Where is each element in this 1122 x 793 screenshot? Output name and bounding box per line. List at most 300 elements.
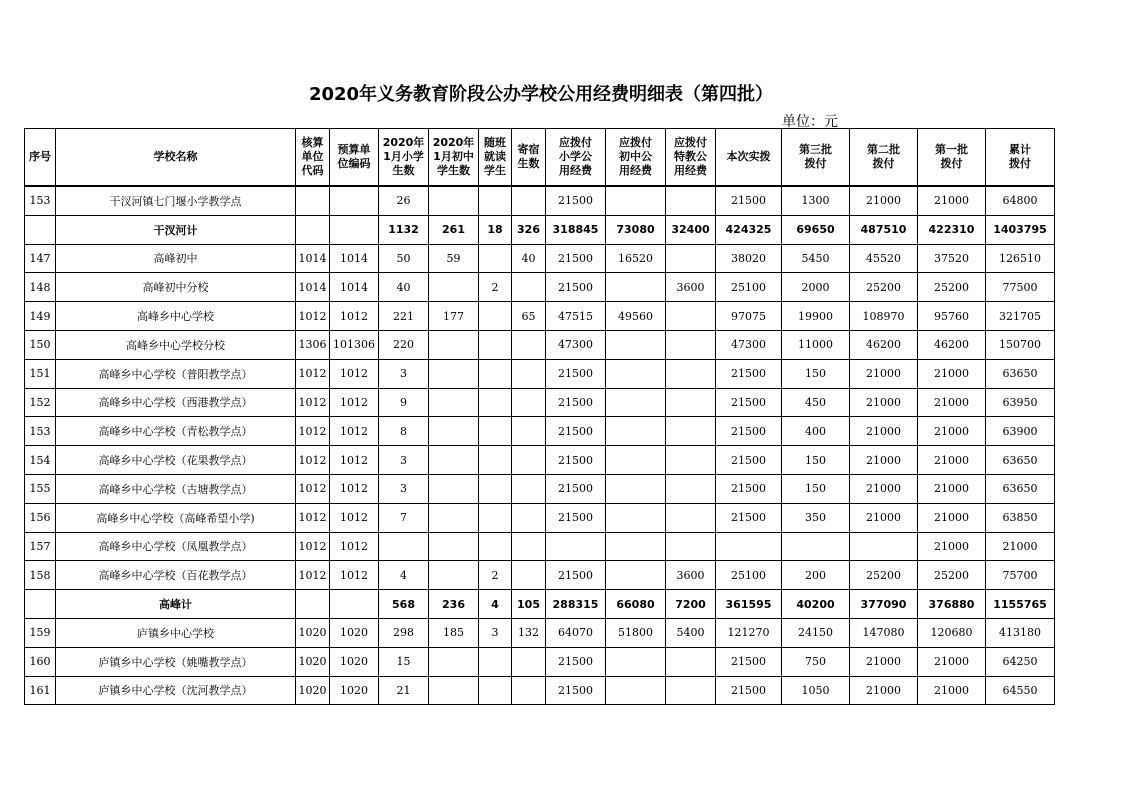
primary-funds-cell: 21500 xyxy=(546,561,606,590)
header-middle-students: 2020年 1月初中 学生数 xyxy=(429,129,479,186)
first-batch-cell: 21000 xyxy=(918,359,986,388)
middle-students-cell xyxy=(429,359,479,388)
page-title: 2020年义务教育阶段公办学校公用经费明细表（第四批） xyxy=(308,84,774,105)
second-batch-cell: 21000 xyxy=(850,676,918,705)
second-batch-cell: 25200 xyxy=(850,273,918,302)
current-allocation-cell: 21500 xyxy=(716,417,782,446)
table-row xyxy=(25,532,1055,561)
inclusion-students-cell xyxy=(479,302,512,331)
middle-students-cell: 185 xyxy=(429,618,479,647)
primary-students-cell: 4 xyxy=(379,561,429,590)
middle-funds-cell xyxy=(606,359,666,388)
cumulative-cell: 77500 xyxy=(986,273,1055,302)
third-batch-cell: 400 xyxy=(782,417,850,446)
cumulative-cell: 1155765 xyxy=(986,590,1055,619)
special-funds-cell: 3600 xyxy=(666,561,716,590)
table-row xyxy=(25,417,1055,446)
seq-cell: 158 xyxy=(25,561,56,590)
school-name-cell: 高峰乡中心学校（普阳教学点） xyxy=(56,359,296,388)
header-first-batch: 第一批 拨付 xyxy=(918,129,986,186)
middle-funds-cell: 49560 xyxy=(606,302,666,331)
budget-code-cell: 1012 xyxy=(330,388,379,417)
middle-students-cell: 59 xyxy=(429,244,479,273)
first-batch-cell: 25200 xyxy=(918,273,986,302)
budget-code-cell: 1012 xyxy=(330,503,379,532)
seq-cell xyxy=(25,215,56,244)
current-allocation-cell: 97075 xyxy=(716,302,782,331)
inclusion-students-cell xyxy=(479,244,512,273)
boarding-students-cell xyxy=(512,446,546,475)
special-funds-cell xyxy=(666,446,716,475)
primary-funds-cell: 21500 xyxy=(546,359,606,388)
third-batch-cell: 24150 xyxy=(782,618,850,647)
primary-funds-cell: 47300 xyxy=(546,330,606,359)
special-funds-cell xyxy=(666,647,716,676)
unit-label: 单位：元 xyxy=(782,114,838,130)
table-row xyxy=(25,273,1055,302)
primary-students-cell: 3 xyxy=(379,474,429,503)
seq-cell: 147 xyxy=(25,244,56,273)
inclusion-students-cell xyxy=(479,676,512,705)
middle-students-cell xyxy=(429,532,479,561)
inclusion-students-cell: 4 xyxy=(479,590,512,619)
seq-cell: 152 xyxy=(25,388,56,417)
special-funds-cell: 5400 xyxy=(666,618,716,647)
school-name-cell: 高峰乡中心学校分校 xyxy=(56,330,296,359)
current-allocation-cell: 361595 xyxy=(716,590,782,619)
accounting-code-cell xyxy=(296,187,330,216)
special-funds-cell xyxy=(666,676,716,705)
boarding-students-cell: 326 xyxy=(512,215,546,244)
school-name-cell: 高峰乡中心学校（凤凰教学点） xyxy=(56,532,296,561)
current-allocation-cell: 21500 xyxy=(716,474,782,503)
current-allocation-cell: 21500 xyxy=(716,187,782,216)
boarding-students-cell: 132 xyxy=(512,618,546,647)
seq-cell: 160 xyxy=(25,647,56,676)
current-allocation-cell: 21500 xyxy=(716,359,782,388)
inclusion-students-cell xyxy=(479,532,512,561)
accounting-code-cell: 1012 xyxy=(296,417,330,446)
first-batch-cell: 422310 xyxy=(918,215,986,244)
middle-funds-cell: 66080 xyxy=(606,590,666,619)
table-row xyxy=(25,446,1055,475)
budget-code-cell: 1012 xyxy=(330,532,379,561)
budget-code-cell: 1012 xyxy=(330,474,379,503)
first-batch-cell: 120680 xyxy=(918,618,986,647)
header-budget-code: 预算单 位编码 xyxy=(330,129,379,186)
budget-code-cell xyxy=(330,590,379,619)
primary-funds-cell xyxy=(546,532,606,561)
first-batch-cell: 46200 xyxy=(918,330,986,359)
school-name-cell: 高峰乡中心学校（花果教学点） xyxy=(56,446,296,475)
middle-funds-cell xyxy=(606,532,666,561)
current-allocation-cell xyxy=(716,532,782,561)
third-batch-cell: 200 xyxy=(782,561,850,590)
inclusion-students-cell xyxy=(479,330,512,359)
third-batch-cell: 1050 xyxy=(782,676,850,705)
school-name-cell: 高峰乡中心学校（高峰希望小学) xyxy=(56,503,296,532)
boarding-students-cell xyxy=(512,273,546,302)
budget-code-cell: 1012 xyxy=(330,417,379,446)
special-funds-cell: 32400 xyxy=(666,215,716,244)
third-batch-cell: 1300 xyxy=(782,187,850,216)
middle-funds-cell xyxy=(606,273,666,302)
special-funds-cell: 3600 xyxy=(666,273,716,302)
third-batch-cell: 69650 xyxy=(782,215,850,244)
primary-funds-cell: 318845 xyxy=(546,215,606,244)
header-special-funds: 应拨付 特教公 用经费 xyxy=(666,129,716,186)
inclusion-students-cell: 2 xyxy=(479,561,512,590)
school-name-cell: 高峰乡中心学校（青松教学点） xyxy=(56,417,296,446)
inclusion-students-cell xyxy=(479,388,512,417)
accounting-code-cell: 1014 xyxy=(296,244,330,273)
budget-code-cell: 1014 xyxy=(330,273,379,302)
first-batch-cell: 95760 xyxy=(918,302,986,331)
header-accounting-code: 核算 单位 代码 xyxy=(296,129,330,186)
budget-code-cell: 1020 xyxy=(330,676,379,705)
primary-students-cell: 3 xyxy=(379,359,429,388)
third-batch-cell xyxy=(782,532,850,561)
inclusion-students-cell: 2 xyxy=(479,273,512,302)
cumulative-cell: 126510 xyxy=(986,244,1055,273)
primary-students-cell: 568 xyxy=(379,590,429,619)
current-allocation-cell: 21500 xyxy=(716,388,782,417)
middle-funds-cell: 73080 xyxy=(606,215,666,244)
second-batch-cell: 147080 xyxy=(850,618,918,647)
school-name-cell: 高峰乡中心学校 xyxy=(56,302,296,331)
table-row xyxy=(25,503,1055,532)
middle-students-cell xyxy=(429,676,479,705)
cumulative-cell: 63650 xyxy=(986,474,1055,503)
primary-funds-cell: 21500 xyxy=(546,417,606,446)
first-batch-cell: 21000 xyxy=(918,503,986,532)
primary-funds-cell: 21500 xyxy=(546,388,606,417)
primary-funds-cell: 21500 xyxy=(546,187,606,216)
seq-cell: 159 xyxy=(25,618,56,647)
cumulative-cell: 75700 xyxy=(986,561,1055,590)
accounting-code-cell: 1012 xyxy=(296,474,330,503)
current-allocation-cell: 21500 xyxy=(716,446,782,475)
primary-funds-cell: 21500 xyxy=(546,503,606,532)
subtotal-row xyxy=(25,215,1055,244)
header-boarding-students: 寄宿 生数 xyxy=(512,129,546,186)
cumulative-cell: 63850 xyxy=(986,503,1055,532)
current-allocation-cell: 121270 xyxy=(716,618,782,647)
header-school-name: 学校名称 xyxy=(56,129,296,186)
accounting-code-cell: 1012 xyxy=(296,446,330,475)
seq-cell: 148 xyxy=(25,273,56,302)
current-allocation-cell: 21500 xyxy=(716,503,782,532)
middle-funds-cell xyxy=(606,388,666,417)
second-batch-cell: 21000 xyxy=(850,474,918,503)
budget-code-cell: 1012 xyxy=(330,302,379,331)
second-batch-cell: 21000 xyxy=(850,446,918,475)
accounting-code-cell: 1020 xyxy=(296,676,330,705)
accounting-code-cell: 1306 xyxy=(296,330,330,359)
special-funds-cell xyxy=(666,330,716,359)
primary-funds-cell: 288315 xyxy=(546,590,606,619)
second-batch-cell xyxy=(850,532,918,561)
second-batch-cell: 21000 xyxy=(850,187,918,216)
inclusion-students-cell xyxy=(479,187,512,216)
table-row xyxy=(25,244,1055,273)
table-row xyxy=(25,561,1055,590)
third-batch-cell: 350 xyxy=(782,503,850,532)
inclusion-students-cell xyxy=(479,647,512,676)
budget-code-cell xyxy=(330,215,379,244)
third-batch-cell: 11000 xyxy=(782,330,850,359)
accounting-code-cell: 1012 xyxy=(296,302,330,331)
first-batch-cell: 21000 xyxy=(918,446,986,475)
current-allocation-cell: 21500 xyxy=(716,676,782,705)
third-batch-cell: 450 xyxy=(782,388,850,417)
inclusion-students-cell: 18 xyxy=(479,215,512,244)
special-funds-cell: 7200 xyxy=(666,590,716,619)
funding-table xyxy=(24,128,1055,705)
inclusion-students-cell xyxy=(479,503,512,532)
table-row xyxy=(25,359,1055,388)
header-row xyxy=(25,129,1055,186)
inclusion-students-cell xyxy=(479,446,512,475)
boarding-students-cell xyxy=(512,187,546,216)
boarding-students-cell xyxy=(512,532,546,561)
first-batch-cell: 376880 xyxy=(918,590,986,619)
current-allocation-cell: 424325 xyxy=(716,215,782,244)
middle-funds-cell: 16520 xyxy=(606,244,666,273)
school-name-cell: 高峰乡中心学校（古塘教学点） xyxy=(56,474,296,503)
current-allocation-cell: 21500 xyxy=(716,647,782,676)
primary-students-cell: 221 xyxy=(379,302,429,331)
primary-funds-cell: 21500 xyxy=(546,273,606,302)
special-funds-cell xyxy=(666,359,716,388)
first-batch-cell: 21000 xyxy=(918,388,986,417)
middle-students-cell xyxy=(429,446,479,475)
header-cumulative: 累计 拨付 xyxy=(986,129,1055,186)
primary-students-cell: 50 xyxy=(379,244,429,273)
cumulative-cell: 321705 xyxy=(986,302,1055,331)
current-allocation-cell: 47300 xyxy=(716,330,782,359)
special-funds-cell xyxy=(666,503,716,532)
seq-cell xyxy=(25,590,56,619)
second-batch-cell: 377090 xyxy=(850,590,918,619)
third-batch-cell: 150 xyxy=(782,446,850,475)
middle-funds-cell xyxy=(606,330,666,359)
second-batch-cell: 25200 xyxy=(850,561,918,590)
third-batch-cell: 5450 xyxy=(782,244,850,273)
second-batch-cell: 46200 xyxy=(850,330,918,359)
school-name-cell: 庐镇乡中心学校 xyxy=(56,618,296,647)
subtotal-row xyxy=(25,590,1055,619)
third-batch-cell: 19900 xyxy=(782,302,850,331)
table-row xyxy=(25,647,1055,676)
boarding-students-cell xyxy=(512,388,546,417)
primary-students-cell: 26 xyxy=(379,187,429,216)
seq-cell: 156 xyxy=(25,503,56,532)
third-batch-cell: 150 xyxy=(782,474,850,503)
middle-students-cell: 236 xyxy=(429,590,479,619)
header-current-allocation: 本次实拨 xyxy=(716,129,782,186)
header-primary-students: 2020年 1月小学 生数 xyxy=(379,129,429,186)
first-batch-cell: 21000 xyxy=(918,417,986,446)
table-row xyxy=(25,676,1055,705)
accounting-code-cell xyxy=(296,590,330,619)
first-batch-cell: 37520 xyxy=(918,244,986,273)
first-batch-cell: 21000 xyxy=(918,474,986,503)
middle-students-cell xyxy=(429,417,479,446)
middle-students-cell xyxy=(429,561,479,590)
middle-students-cell xyxy=(429,474,479,503)
accounting-code-cell: 1012 xyxy=(296,388,330,417)
table-row xyxy=(25,330,1055,359)
accounting-code-cell: 1020 xyxy=(296,618,330,647)
primary-students-cell: 1132 xyxy=(379,215,429,244)
special-funds-cell xyxy=(666,532,716,561)
primary-students-cell: 9 xyxy=(379,388,429,417)
middle-students-cell xyxy=(429,330,479,359)
primary-students-cell: 21 xyxy=(379,676,429,705)
school-name-cell: 干汊河镇七门堰小学教学点 xyxy=(56,187,296,216)
current-allocation-cell: 38020 xyxy=(716,244,782,273)
second-batch-cell: 487510 xyxy=(850,215,918,244)
middle-funds-cell xyxy=(606,446,666,475)
first-batch-cell: 25200 xyxy=(918,561,986,590)
budget-code-cell: 1020 xyxy=(330,647,379,676)
table-row xyxy=(25,187,1055,216)
seq-cell: 161 xyxy=(25,676,56,705)
accounting-code-cell: 1012 xyxy=(296,503,330,532)
school-name-cell: 高峰乡中心学校（西港教学点） xyxy=(56,388,296,417)
cumulative-cell: 63650 xyxy=(986,359,1055,388)
boarding-students-cell xyxy=(512,561,546,590)
primary-students-cell: 220 xyxy=(379,330,429,359)
cumulative-cell: 64550 xyxy=(986,676,1055,705)
middle-students-cell xyxy=(429,273,479,302)
header-primary-funds: 应拨付 小学公 用经费 xyxy=(546,129,606,186)
boarding-students-cell xyxy=(512,417,546,446)
inclusion-students-cell: 3 xyxy=(479,618,512,647)
cumulative-cell: 21000 xyxy=(986,532,1055,561)
primary-students-cell: 40 xyxy=(379,273,429,302)
accounting-code-cell xyxy=(296,215,330,244)
school-name-cell: 庐镇乡中心学校（姚嘴教学点） xyxy=(56,647,296,676)
primary-students-cell: 298 xyxy=(379,618,429,647)
seq-cell: 151 xyxy=(25,359,56,388)
boarding-students-cell xyxy=(512,647,546,676)
school-name-cell: 高峰乡中心学校（百花教学点） xyxy=(56,561,296,590)
accounting-code-cell: 1012 xyxy=(296,561,330,590)
special-funds-cell xyxy=(666,244,716,273)
budget-code-cell: 1012 xyxy=(330,359,379,388)
cumulative-cell: 413180 xyxy=(986,618,1055,647)
seq-cell: 154 xyxy=(25,446,56,475)
third-batch-cell: 750 xyxy=(782,647,850,676)
second-batch-cell: 21000 xyxy=(850,503,918,532)
middle-funds-cell xyxy=(606,561,666,590)
table-row xyxy=(25,618,1055,647)
second-batch-cell: 45520 xyxy=(850,244,918,273)
school-name-cell: 干汊河计 xyxy=(56,215,296,244)
middle-students-cell xyxy=(429,187,479,216)
accounting-code-cell: 1014 xyxy=(296,273,330,302)
current-allocation-cell: 25100 xyxy=(716,561,782,590)
primary-funds-cell: 21500 xyxy=(546,647,606,676)
header-third-batch: 第三批 拨付 xyxy=(782,129,850,186)
cumulative-cell: 1403795 xyxy=(986,215,1055,244)
boarding-students-cell: 105 xyxy=(512,590,546,619)
inclusion-students-cell xyxy=(479,359,512,388)
budget-code-cell: 101306 xyxy=(330,330,379,359)
primary-funds-cell: 64070 xyxy=(546,618,606,647)
seq-cell: 153 xyxy=(25,417,56,446)
accounting-code-cell: 1020 xyxy=(296,647,330,676)
second-batch-cell: 21000 xyxy=(850,359,918,388)
second-batch-cell: 21000 xyxy=(850,388,918,417)
table-row xyxy=(25,302,1055,331)
primary-funds-cell: 21500 xyxy=(546,446,606,475)
cumulative-cell: 64800 xyxy=(986,187,1055,216)
seq-cell: 155 xyxy=(25,474,56,503)
second-batch-cell: 21000 xyxy=(850,647,918,676)
third-batch-cell: 2000 xyxy=(782,273,850,302)
inclusion-students-cell xyxy=(479,417,512,446)
seq-cell: 150 xyxy=(25,330,56,359)
header-middle-funds: 应拨付 初中公 用经费 xyxy=(606,129,666,186)
cumulative-cell: 63650 xyxy=(986,446,1055,475)
middle-students-cell: 261 xyxy=(429,215,479,244)
table-row xyxy=(25,388,1055,417)
school-name-cell: 庐镇乡中心学校（沈河教学点） xyxy=(56,676,296,705)
middle-funds-cell xyxy=(606,417,666,446)
third-batch-cell: 150 xyxy=(782,359,850,388)
middle-funds-cell xyxy=(606,676,666,705)
middle-funds-cell: 51800 xyxy=(606,618,666,647)
boarding-students-cell: 65 xyxy=(512,302,546,331)
boarding-students-cell xyxy=(512,330,546,359)
primary-students-cell: 7 xyxy=(379,503,429,532)
header-seq: 序号 xyxy=(25,129,56,186)
budget-code-cell: 1012 xyxy=(330,561,379,590)
first-batch-cell: 21000 xyxy=(918,532,986,561)
primary-funds-cell: 47515 xyxy=(546,302,606,331)
cumulative-cell: 64250 xyxy=(986,647,1055,676)
accounting-code-cell: 1012 xyxy=(296,359,330,388)
special-funds-cell xyxy=(666,474,716,503)
first-batch-cell: 21000 xyxy=(918,647,986,676)
cumulative-cell: 63950 xyxy=(986,388,1055,417)
school-name-cell: 高峰计 xyxy=(56,590,296,619)
special-funds-cell xyxy=(666,187,716,216)
boarding-students-cell xyxy=(512,503,546,532)
first-batch-cell: 21000 xyxy=(918,187,986,216)
seq-cell: 157 xyxy=(25,532,56,561)
middle-funds-cell xyxy=(606,187,666,216)
table-row xyxy=(25,474,1055,503)
middle-funds-cell xyxy=(606,503,666,532)
header-second-batch: 第二批 拨付 xyxy=(850,129,918,186)
special-funds-cell xyxy=(666,417,716,446)
cumulative-cell: 63900 xyxy=(986,417,1055,446)
middle-funds-cell xyxy=(606,647,666,676)
primary-funds-cell: 21500 xyxy=(546,244,606,273)
seq-cell: 153 xyxy=(25,187,56,216)
middle-students-cell xyxy=(429,647,479,676)
cumulative-cell: 150700 xyxy=(986,330,1055,359)
primary-students-cell: 8 xyxy=(379,417,429,446)
budget-code-cell: 1020 xyxy=(330,618,379,647)
primary-students-cell: 3 xyxy=(379,446,429,475)
accounting-code-cell: 1012 xyxy=(296,532,330,561)
school-name-cell: 高峰初中分校 xyxy=(56,273,296,302)
